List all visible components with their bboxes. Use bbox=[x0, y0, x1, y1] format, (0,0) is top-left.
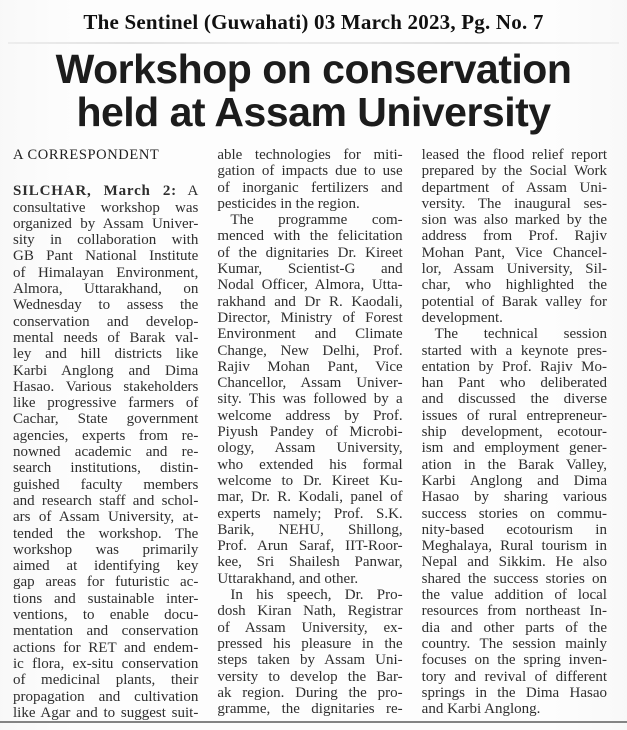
text-line: springs in the Dima Hasao bbox=[421, 684, 607, 701]
text-line: and research staff and schol- bbox=[13, 492, 199, 509]
text-line: ship development, ecotour- bbox=[421, 424, 607, 441]
text-line: Karbi Anglong and Dima bbox=[13, 362, 199, 379]
text-line: entation by Prof. Rajiv Mo- bbox=[421, 358, 607, 375]
text-line: Chancellor, Assam Univer- bbox=[217, 375, 403, 392]
text-line: address from Prof. Rajiv bbox=[421, 228, 607, 245]
text-line: actions for RET and endem- bbox=[13, 639, 199, 656]
text-line: Change, New Delhi, Prof. bbox=[217, 342, 403, 359]
text-line: prepared by the Social Work bbox=[421, 163, 607, 180]
headline bbox=[0, 48, 627, 134]
text-line: started with a keynote pres- bbox=[421, 342, 607, 359]
text-line: Director, Ministry of Forest bbox=[217, 309, 403, 326]
text-line: mental needs of Barak val- bbox=[13, 329, 199, 346]
text-line: Wednesday to assess the bbox=[13, 297, 199, 314]
article-column-3 bbox=[422, 147, 607, 721]
text-line: Cachar, State government bbox=[13, 411, 199, 428]
text-line: and discussed the diverse bbox=[421, 391, 607, 408]
text-line: Prof. Arun Saraf, IIT-Roor- bbox=[217, 538, 403, 555]
text-line: Uttarakhand, and other. bbox=[217, 570, 359, 587]
text-line: shared the success stories on bbox=[421, 570, 607, 587]
text-line: sity in collaboration with bbox=[13, 232, 199, 249]
text-line: tions and sustainable inter- bbox=[13, 590, 199, 607]
masthead-source-line: The Sentinel (Guwahati) 03 March 2023, Pg. No. 7 bbox=[83, 10, 544, 34]
text-line: aimed at identifying key bbox=[13, 558, 199, 575]
text-line: sity. This was followed by a bbox=[217, 391, 403, 408]
text-line: of Assam University, ex- bbox=[217, 619, 403, 636]
text-line: ley and hill districts like bbox=[13, 346, 199, 363]
text-line: potential of Barak valley for bbox=[421, 293, 607, 310]
bottom-rule bbox=[0, 721, 627, 723]
text-line: Barik, NEHU, Shillong, bbox=[217, 521, 403, 538]
text-line: ic flora, ex-situ conservation bbox=[13, 655, 199, 672]
text-line: organized by Assam Univer- bbox=[13, 215, 199, 232]
text-line: Nodal Officer, Almora, Utta- bbox=[217, 277, 403, 294]
text-line: nity-based ecotourism in bbox=[421, 521, 607, 538]
text-line: and Karbi Anglong. bbox=[421, 701, 541, 718]
text-line: Rajiv Mohan Pant, Vice bbox=[217, 358, 403, 375]
text-line: able technologies for miti- bbox=[217, 147, 403, 163]
text-line: tory and revival of different bbox=[421, 668, 607, 685]
text-line: guished faculty members bbox=[13, 476, 199, 493]
text-line: ism and employment gener- bbox=[421, 440, 607, 457]
text-line: mar, Dr. R. Kodali, panel of bbox=[217, 489, 403, 506]
text-line: sion was also marked by the bbox=[421, 212, 607, 229]
text-line: search institutions, distin- bbox=[13, 460, 199, 477]
text-line: dosh Kiran Nath, Registrar bbox=[217, 603, 403, 620]
text-line: gap areas for futuristic ac- bbox=[13, 574, 199, 591]
text-line: of inorganic fertilizers and bbox=[217, 179, 403, 196]
text-line: focuses on the spring inven- bbox=[421, 652, 607, 669]
text-line: leased the flood relief report bbox=[421, 147, 607, 163]
text-line: experts namely; Prof. S.K. bbox=[217, 505, 403, 522]
text-line: propagation and cultivation bbox=[13, 688, 199, 705]
article-column-1 bbox=[13, 147, 198, 721]
text-line: versity to develop the Bar- bbox=[217, 668, 403, 685]
text-line: steps taken by Assam Uni- bbox=[217, 652, 403, 669]
text-line: pressed his pleasure in the bbox=[217, 635, 403, 652]
text-line: of medicinal plants, their bbox=[13, 672, 199, 689]
text-line: tended the workshop. The bbox=[13, 525, 199, 542]
byline: A CORRESPONDENT bbox=[13, 147, 160, 163]
text-line: ology, Assam University, bbox=[217, 440, 403, 457]
text-line: pesticides in the region. bbox=[217, 195, 360, 212]
text-line: workshop was primarily bbox=[13, 541, 199, 558]
headline-line-1: Workshop on conservation bbox=[55, 46, 572, 92]
text-line: like progressive farmers of bbox=[13, 395, 199, 412]
text-line: In his speech, Dr. Pro- bbox=[230, 587, 403, 604]
article-column-2 bbox=[217, 147, 402, 721]
article-body bbox=[13, 147, 607, 721]
text-line: resources from northeast In- bbox=[421, 603, 607, 620]
dateline-bold: SILCHAR, March 2: bbox=[13, 183, 177, 200]
text-line: welcome address by Prof. bbox=[217, 407, 403, 424]
headline-line-2: held at Assam University bbox=[76, 89, 551, 135]
text-line: The technical session bbox=[434, 326, 607, 343]
text-line: GB Pant National Institute bbox=[13, 248, 199, 265]
text-line: Environment and Climate bbox=[217, 326, 403, 343]
text-line: ventions, to enable docu- bbox=[13, 607, 199, 624]
text-line: development. bbox=[421, 309, 503, 326]
text-line: Karbi Anglong and Dima bbox=[421, 472, 607, 489]
text-line: ars of Assam University, at- bbox=[13, 509, 199, 526]
text-line: of the dignitaries Dr. Kireet bbox=[217, 244, 403, 261]
text-line: dia and other parts of the bbox=[421, 619, 607, 636]
text-line: ation in the Barak Valley, bbox=[421, 456, 607, 473]
text-line: mentation and conservation bbox=[13, 623, 199, 640]
text-line: lor, Assam University, Sil- bbox=[421, 261, 607, 278]
text-line: Hasao. Various stakeholders bbox=[13, 378, 199, 395]
dateline-rest: A bbox=[176, 183, 199, 200]
text-line: The programme com- bbox=[230, 212, 403, 229]
text-line: Meghalaya, Rural tourism in bbox=[421, 538, 607, 555]
text-line: welcome to Dr. Kireet Ku- bbox=[217, 472, 403, 489]
scan-artifact-line bbox=[8, 42, 619, 44]
text-line: success stories on commu- bbox=[421, 505, 607, 522]
text-line: Hasao by sharing various bbox=[421, 489, 607, 506]
text-line: menced with the felicitation bbox=[217, 228, 403, 245]
text-line: kee, Sri Shailesh Panwar, bbox=[217, 554, 403, 571]
text-line bbox=[13, 183, 198, 199]
text-line: gation of impacts due to use bbox=[217, 163, 403, 180]
text-line: Almora, Uttarakhand, on bbox=[13, 281, 199, 298]
text-line: rakhand and Dr R. Kaodali, bbox=[217, 293, 403, 310]
text-line: Mohan Pant, Vice Chancel- bbox=[421, 244, 607, 261]
text-line: agencies, experts from re- bbox=[13, 427, 199, 444]
text-line: ak region. During the pro- bbox=[217, 684, 403, 701]
text-line: Piyush Pandey of Microbi- bbox=[217, 424, 403, 441]
text-line: who extended his formal bbox=[217, 456, 403, 473]
text-line: like Agar and to suggest suit- bbox=[13, 704, 199, 721]
text-line: country. The session mainly bbox=[421, 635, 607, 652]
text-line: Kumar, Scientist-G and bbox=[217, 261, 403, 278]
text-line: nowned academic and re- bbox=[13, 444, 199, 461]
text-line: of Himalayan Environment, bbox=[13, 264, 199, 281]
text-line: gramme, the dignitaries re- bbox=[217, 701, 403, 718]
text-line: versity. The inaugural ses- bbox=[421, 195, 607, 212]
text-line: Nepal and Sikkim. He also bbox=[421, 554, 607, 571]
text-line: issues of rural entrepreneur- bbox=[421, 407, 607, 424]
text-line: consultative workshop was bbox=[13, 199, 199, 216]
text-line: han Pant who deliberated bbox=[421, 375, 607, 392]
text-line: the value addition of local bbox=[421, 587, 607, 604]
text-line: char, who highlighted the bbox=[421, 277, 607, 294]
text-line: department of Assam Uni- bbox=[421, 179, 607, 196]
text-line: conservation and develop- bbox=[13, 313, 199, 330]
